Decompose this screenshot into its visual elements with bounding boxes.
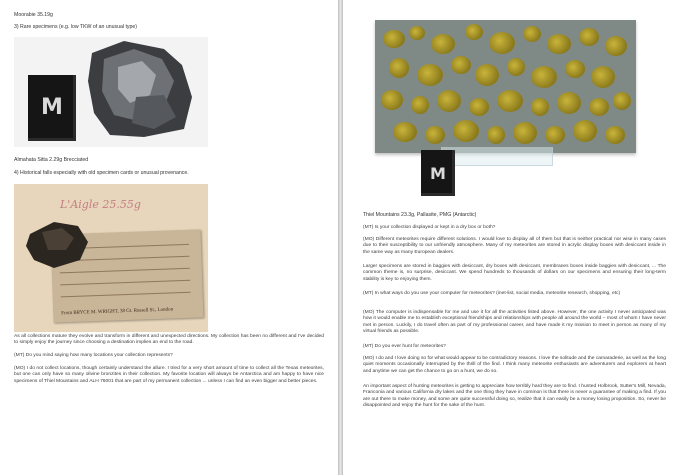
card-footer: From BRYCE M. WRIGHT, 38 Gt. Russell St., London [61,307,174,317]
photo-almahata-sitta [14,37,208,147]
paragraph: As all collections mature they evolve and transform in different and unexpected directions. My collection has been no different and I've decided to simply enjoy the journey since choosing a destination implies an end to the road. [14,334,324,346]
left-page [0,0,338,475]
acrylic-stand [441,147,553,166]
paragraph: (MT) In what ways do you use your computer for meteorites? (inet-list, social media, meteorite research, shopping, etc) [363,291,621,296]
paragraph: (MT) Is your collection displayed or kept in a dry box or both? [363,225,496,230]
scale-cube-letter: M [41,95,63,120]
caption-thiel-mountains: Thiel Mountains 23.3g, Pallasite, PMG (Antarctic) [363,212,477,218]
paragraph: An important aspect of hunting meteorites is getting to appreciate how terribly hard they are to find. I hunted Holbrook, Sutter's Mill, Nevada, Franconia and various California dry lakes and the one thing they have in common is that there is never a guarantee of making a find. If you are out there to make money, and some are quite successful doing so, realize that it can easily be a money losing proposition. So, never be disappointed and enjoy the hunt for the sake of the hunt. [363,384,666,408]
scale-cube-letter: M [430,164,446,183]
caption-moorabie: Moorabie 35.19g [14,12,53,18]
paragraph: (MT) Do you ever hunt for meteorites? [363,344,446,349]
paragraph: (MO) Different meteorites require different solutions. I would love to display all of them but that is neither practical nor wise in many cases due to their susceptibility to our unfriendly atmosphere. Many of my meteorites are stored in acrylic display boxes with desiccant inside in the same way as many European dealers. [363,237,666,255]
handwritten-label: L'Aigle 25.55g [60,198,141,211]
paragraph: Larger specimens are stored in baggies with desiccant, dry boxes with desiccant, membranes boxes inside baggies with desiccant, ... The common theme is, no surprise, desiccant. We spend hundreds to thousands of dollars on our specimens and ensuring their long-term stability is key to enjoying them. [363,264,666,282]
caption-almahata: Almahata Sitta 2.29g Brecciated [14,157,89,163]
paragraph: (MO) The computer is indispensable for me and use it for all the activities listed above. However, the one activity I never anticipated was how it would enable me to establish exceptional friendships and relationships with people all around the world – most of whom I have never met in person. Luckily, I do travel often as part of my professional career, and have made it my mission to meet in person as many of my virtual friends as possible. [363,310,666,334]
right-page [343,0,681,475]
paragraph: (MT) Do you mind saying how many locations your collection represents? [14,353,173,358]
pallasite-slice [375,20,636,153]
photo-historical-label [14,184,208,332]
heading-rare-specimens: 3) Rare specimens (e.g. low TKW of an unusual type) [14,24,138,30]
laigle-specimen [14,184,208,332]
heading-historical-falls: 4) Historical falls especially with old specimen cards or unusual provenance. [14,170,189,176]
paragraph: (MO) I do not collect locations, though certainly understand the allure. I tried for a very short amount of time to collect all the Texas meteorites, but one can only have so many olivine bronzites in their collection. My favorite location will always be Antarctica and am happy to have nice specimens of Thiel Mountains and ALH 76001 that are part of my permanent collection ... unless I can find an even bigger and better pieces. [14,366,324,384]
scale-cube [28,75,76,141]
paragraph: (MO) I do and I love doing so for what would appear to be contradictory reasons. I love the solitude and the camaraderie, as well as the long quiet moments occasionally interrupted by the thrill of the find. I think many meteorite enthusiasts are adventurers and explorers at heart and anytime we can get the chance to go on a hunt, we do so. [363,356,666,374]
scale-cube [421,150,455,196]
photo-thiel-mountains [363,12,646,197]
